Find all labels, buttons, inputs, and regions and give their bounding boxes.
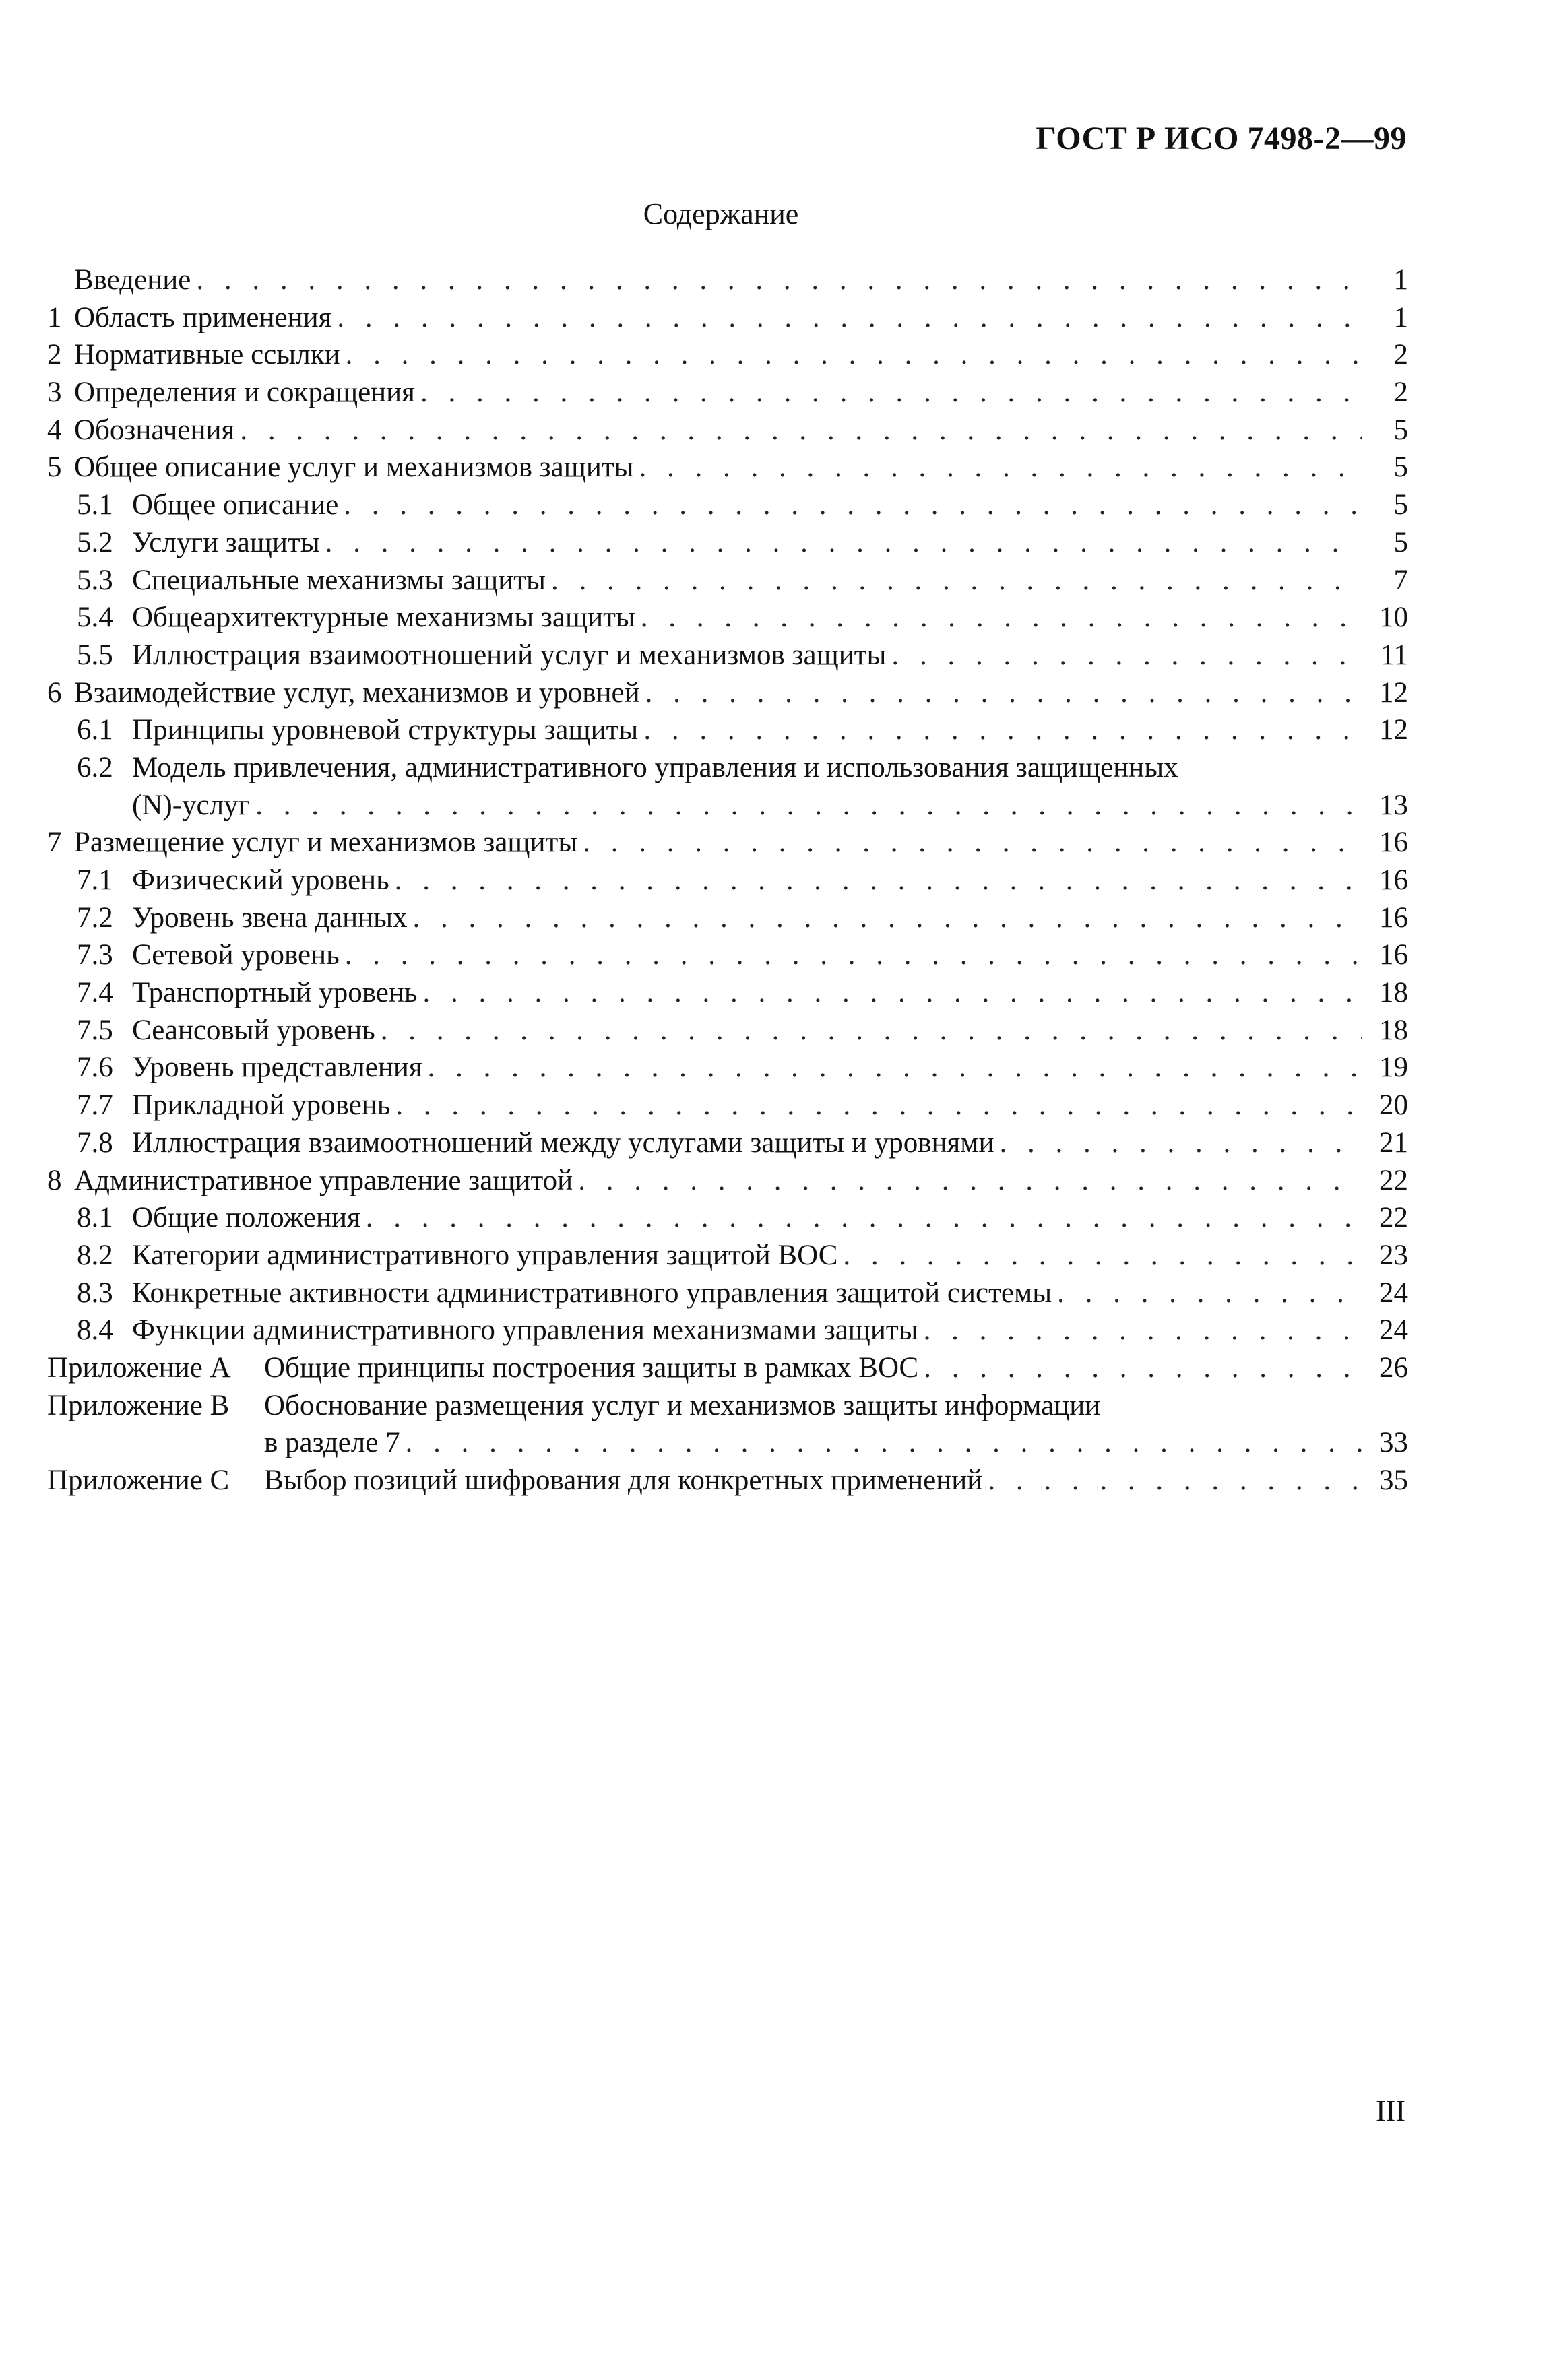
toc-entry-number: 7.1 [77,864,113,896]
toc-entry-label [77,711,638,749]
toc-entry-text: Размещение услуг и механизмов защиты [74,827,578,859]
toc-entry-label [47,299,331,337]
toc-entry-number: 7.3 [77,939,113,971]
toc-entry-label [77,486,338,524]
toc-entry-label [264,1424,400,1462]
toc-entry-text: Общие положения [132,1202,360,1234]
toc-entry [47,374,1408,412]
toc-dot-leader [422,974,1362,1012]
toc-entry-text: Обоснование размещения услуг и механизмов защиты информации [264,1389,1101,1421]
toc-entry-page: 18 [1379,1014,1408,1046]
toc-entry-text: Иллюстрация взаимоотношений между услугами защиты и уровнями [132,1126,994,1159]
toc-dot-leader [924,1312,1362,1349]
toc-dot-leader [891,637,1362,674]
toc-dot-leader [346,336,1362,374]
toc-entry-text: Принципы уровневой структуры защиты [132,714,639,746]
toc-entry-page: 24 [1379,1277,1408,1309]
toc-entry-label [77,1237,837,1275]
toc-entry [47,299,1408,337]
toc-entry-label [47,261,191,299]
toc-entry [47,899,1408,937]
toc-entry-text: Функции административного управления механизмами защиты [132,1314,918,1347]
toc-dot-leader [413,899,1362,937]
toc-entry-text: Иллюстрация взаимоотношений услуг и механизмов защиты [132,639,887,671]
toc-entry [47,862,1408,899]
toc-entry-number: 8 [47,1164,62,1196]
toc-entry-label [47,412,234,449]
toc-dot-leader [428,1049,1362,1087]
toc-entry-number: 7.8 [77,1126,113,1159]
toc-entry-page: 19 [1379,1052,1408,1084]
toc-entry-text: в разделе 7 [264,1427,400,1459]
toc-entry-text: Услуги защиты [132,526,320,558]
toc-dot-leader [641,599,1362,637]
toc-entry [47,524,1408,562]
toc-entry-label [77,936,340,974]
toc-entry [47,1049,1408,1087]
toc-dot-leader [843,1237,1362,1275]
toc-entry-label [47,674,640,712]
toc-entry-text: Общие принципы построения защиты в рамках ВОС [264,1351,919,1384]
toc-entry-label [77,862,389,899]
toc-dot-leader [924,1349,1362,1387]
toc-entry-label [47,1387,1100,1425]
toc-entry-text: Специальные механизмы защиты [132,564,546,596]
toc-entry-number: 7.5 [77,1014,113,1046]
toc-entry-page: 12 [1379,676,1408,709]
toc-title: Содержание [643,197,799,230]
toc-dot-leader [255,787,1362,825]
toc-entry-number: 6.2 [77,751,113,783]
toc-entry-label [77,1312,918,1349]
toc-dot-leader [325,524,1362,562]
toc-entry-number: 8.1 [77,1202,113,1234]
toc-entry-label [77,1124,994,1162]
toc-entry-number: 7.7 [77,1089,113,1122]
toc-entry-page: 24 [1379,1314,1408,1347]
toc-entry-number: 5.2 [77,526,113,558]
toc-entry [47,1162,1408,1200]
toc-entry [47,974,1408,1012]
toc-entry [47,1124,1408,1162]
toc-entry-page: 12 [1379,714,1408,746]
toc-entry [47,1199,1408,1237]
toc-entry-number: 8.4 [77,1314,113,1347]
toc-entry-text: (N)-услуг [132,789,251,821]
toc-entry [47,749,1408,787]
toc-entry-page: 22 [1379,1202,1408,1234]
toc-entry-text: Уровень представления [132,1052,422,1084]
toc-entry [47,599,1408,637]
toc-dot-leader [395,1087,1362,1124]
toc-entry [47,1087,1408,1124]
toc-entry [47,936,1408,974]
toc-entry-label [47,1349,918,1387]
toc-dot-leader [381,1012,1362,1050]
toc-entry-text: Общее описание услуг и механизмов защиты [74,451,634,484]
toc-entry [47,486,1408,524]
toc-entry-label [77,1275,1052,1312]
toc-entry [47,1237,1408,1275]
toc-entry-page: 2 [1393,339,1408,371]
toc-dot-leader [643,711,1362,749]
toc-entry-page: 2 [1393,377,1408,409]
toc-entry-page: 35 [1379,1465,1408,1496]
toc-entry-label [77,974,417,1012]
toc-entry-text: Физический уровень [132,864,389,896]
toc-entry-label [77,562,546,600]
toc-dot-leader [420,374,1362,412]
table-of-contents [47,261,1408,1500]
toc-entry-page: 1 [1393,264,1408,296]
toc-dot-leader [344,486,1362,524]
toc-entry-page: 22 [1379,1164,1408,1196]
toc-entry-number: 5.3 [77,564,113,596]
toc-entry-number: 5.4 [77,602,113,634]
toc-entry-text: Сеансовый уровень [132,1014,375,1046]
toc-entry-page: 16 [1379,827,1408,859]
toc-entry-page: 5 [1393,414,1408,446]
toc-entry-page: 13 [1379,789,1408,821]
toc-entry-page: 11 [1380,639,1408,671]
toc-entry-text: Категории административного управления защитой ВОС [132,1239,838,1271]
toc-entry-label [77,1049,422,1087]
toc-entry-text: Область применения [74,301,332,333]
toc-dot-leader [988,1462,1362,1500]
toc-entry [47,1275,1408,1312]
toc-entry-label [132,787,250,825]
toc-entry-page: 5 [1393,489,1408,521]
toc-entry-text: Сетевой уровень [132,939,340,971]
toc-entry-number: 7.6 [77,1052,113,1084]
toc-entry-page: 7 [1393,564,1408,596]
toc-entry-page: 1 [1393,301,1408,333]
toc-entry-number: Приложение С [47,1465,230,1496]
toc-entry [47,674,1408,712]
toc-entry-page: 26 [1379,1351,1408,1384]
toc-dot-leader [240,412,1362,449]
toc-entry-number: 5.5 [77,639,113,671]
toc-entry-text: Прикладной уровень [132,1089,391,1122]
toc-dot-leader [337,299,1362,337]
toc-entry-page: 21 [1379,1126,1408,1159]
toc-entry [47,261,1408,299]
toc-entry [47,449,1408,486]
toc-entry-page: 5 [1393,526,1408,558]
toc-dot-leader [196,261,1362,299]
toc-entry-text: Модель привлечения, административного управления и использования защищенных [132,751,1178,783]
toc-entry-page: 16 [1379,901,1408,934]
toc-dot-leader [578,1162,1362,1200]
toc-entry [47,1462,1408,1500]
toc-dot-leader [645,674,1362,712]
toc-dot-leader [366,1199,1362,1237]
toc-dot-leader [1057,1275,1362,1312]
toc-entry-page: 16 [1379,864,1408,896]
toc-entry-number: 7.2 [77,901,113,934]
toc-entry-page: 5 [1393,451,1408,484]
toc-entry-label [77,1199,360,1237]
document-id-header: ГОСТ Р ИСО 7498-2—99 [1036,121,1407,156]
toc-entry-label [77,599,635,637]
toc-dot-leader [639,449,1362,486]
toc-entry-label [77,1012,375,1050]
toc-entry-text: Транспортный уровень [132,977,418,1009]
toc-entry-page: 33 [1379,1427,1408,1459]
toc-entry-number: 7.4 [77,977,113,1009]
toc-entry-text: Конкретные активности административного управления защитой системы [132,1277,1052,1309]
toc-dot-leader [1000,1124,1362,1162]
toc-entry-label [77,524,320,562]
toc-entry-text: Административное управление защитой [74,1164,573,1196]
toc-entry [47,412,1408,449]
toc-entry-label [77,637,886,674]
toc-entry-number: 8.3 [77,1277,113,1309]
toc-entry-label [47,336,340,374]
toc-entry-number: 1 [47,301,62,333]
toc-entry-number: Приложение В [47,1389,230,1421]
toc-entry-number: Приложение А [47,1351,231,1384]
toc-dot-leader [551,562,1362,600]
toc-entry [47,787,1408,825]
toc-entry-text: Уровень звена данных [132,901,408,934]
toc-entry-text: Обозначения [74,414,235,446]
toc-entry-page: 10 [1379,602,1408,634]
toc-entry-text: Выбор позиций шифрования для конкретных применений [264,1465,983,1496]
toc-entry-label [47,374,415,412]
toc-entry-label [77,899,408,937]
toc-entry-text: Определения и сокращения [74,377,415,409]
toc-entry-text: Взаимодействие услуг, механизмов и уровней [74,676,640,709]
page-number: III [1376,2094,1405,2127]
toc-entry-page: 16 [1379,939,1408,971]
toc-entry-number: 6 [47,676,62,709]
toc-entry-label [77,749,1178,787]
toc-entry-text: Введение [74,264,191,296]
toc-entry-label [77,1087,390,1124]
toc-entry-number: 6.1 [77,714,113,746]
toc-entry-number: 4 [47,414,62,446]
toc-dot-leader [345,936,1362,974]
toc-entry-number: 5.1 [77,489,113,521]
toc-entry-label [47,1462,982,1500]
toc-entry-page: 23 [1379,1239,1408,1271]
toc-entry [47,637,1408,674]
toc-entry [47,1424,1408,1462]
toc-entry-text: Общеархитектурные механизмы защиты [132,602,635,634]
toc-entry-label [47,1162,573,1200]
toc-dot-leader [406,1424,1362,1462]
toc-entry [47,1012,1408,1050]
toc-entry-number: 2 [47,339,62,371]
toc-entry-label [47,824,577,862]
toc-entry [47,1387,1408,1425]
toc-entry-page: 18 [1379,977,1408,1009]
toc-entry [47,1349,1408,1387]
toc-entry [47,562,1408,600]
toc-entry-number: 7 [47,827,62,859]
toc-entry-number: 3 [47,377,62,409]
toc-entry-number: 5 [47,451,62,484]
toc-entry-text: Нормативные ссылки [74,339,340,371]
toc-entry [47,336,1408,374]
toc-dot-leader [583,824,1362,862]
toc-entry-number: 8.2 [77,1239,113,1271]
toc-entry [47,824,1408,862]
toc-entry [47,711,1408,749]
toc-entry-text: Общее описание [132,489,339,521]
toc-entry-label [47,449,634,486]
toc-entry-page: 20 [1379,1089,1408,1122]
toc-entry [47,1312,1408,1349]
toc-dot-leader [395,862,1362,899]
